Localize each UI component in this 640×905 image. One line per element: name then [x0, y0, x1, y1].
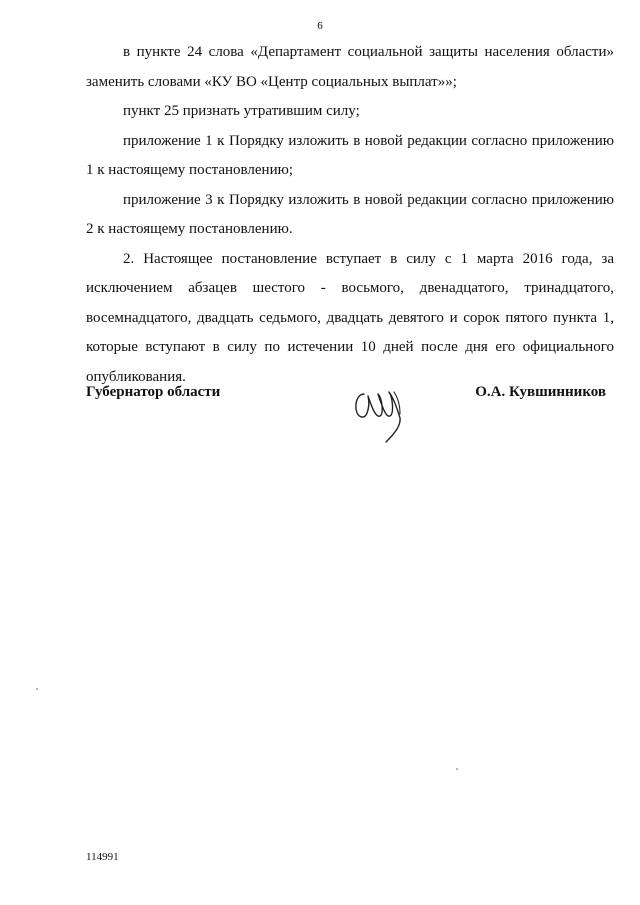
paragraph-appendix-1: приложение 1 к Порядку изложить в новой редакции согласно приложению 1 к настоящему постановлению;	[86, 132, 614, 178]
scan-speck	[456, 768, 458, 770]
page-number: 6	[317, 20, 323, 32]
paragraph-item-24: в пункте 24 слова «Департамент социальной защиты населения области» заменить словами «КУ ВО «Центр социальных выплат»»;	[86, 44, 614, 90]
signatory-name: О.А. Кувшинников	[475, 384, 606, 400]
handwritten-signature-icon	[348, 378, 418, 446]
document-code: 114991	[86, 851, 119, 863]
paragraph-appendix-3: приложение 3 к Порядку изложить в новой редакции согласно приложению 2 к настоящему постановлению.	[86, 191, 614, 237]
signatory-title: Губернатор области	[86, 384, 221, 400]
scan-speck	[36, 688, 38, 690]
document-body	[86, 38, 614, 392]
paragraph-item-25: пункт 25 признать утратившим силу;	[123, 103, 360, 119]
paragraph-effective-date: 2. Настоящее постановление вступает в силу с 1 марта 2016 года, за исключением абзацев шестого - восьмого, двенадцатого, тринадцатого, восемнадцатого, двадцать седьмого, двадцать девятого и сорок пятого пункта 1, которые вступают в силу по истечении 10 дней после дня его официального опубликования.	[86, 250, 614, 385]
signature-block	[86, 378, 606, 448]
